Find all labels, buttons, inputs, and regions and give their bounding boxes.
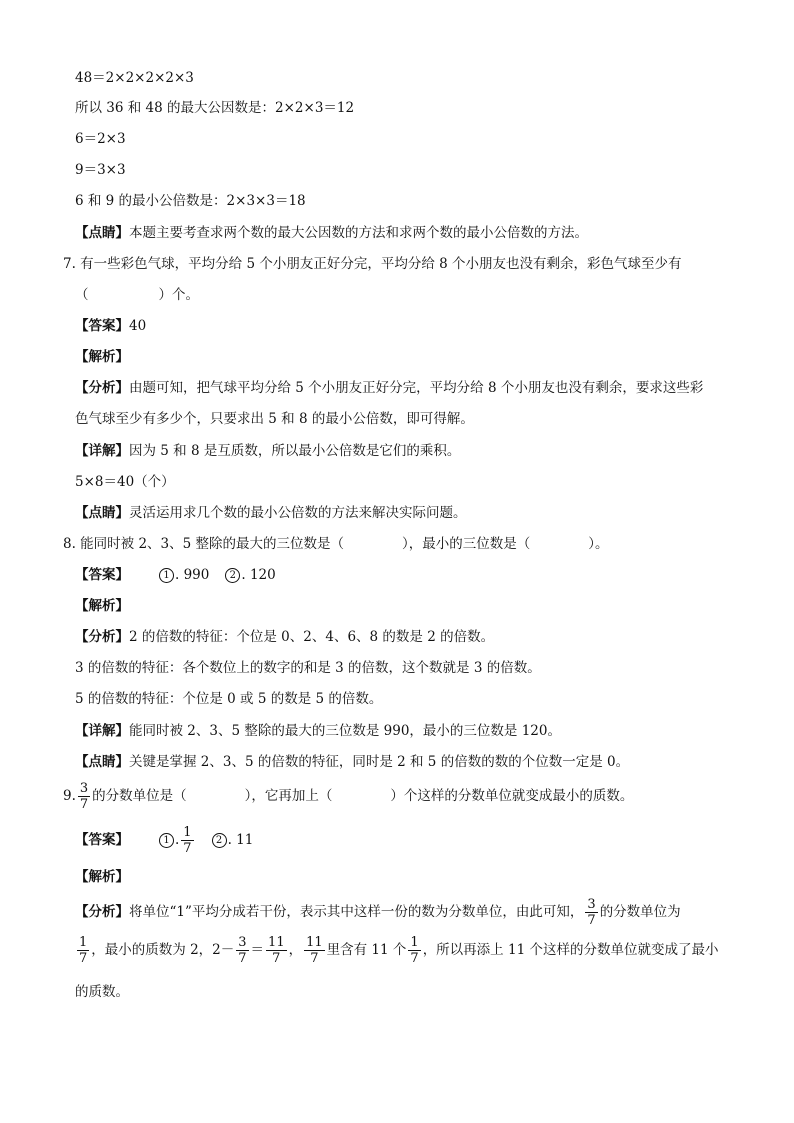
fraction: $\frac{1}{7}$ bbox=[410, 935, 419, 966]
circle-number-1-icon: 1 bbox=[159, 833, 174, 848]
circle-number-2-icon: 2 bbox=[225, 568, 240, 583]
dianjing-tag: 【点睛】 bbox=[75, 225, 129, 241]
answer-line bbox=[75, 316, 146, 336]
fenxi-line-1: 【分析】由题可知，把气球平均分给 5 个小朋友正好分完，平均分给 8 个小朋友也没有剩余，要求这些彩 bbox=[75, 380, 704, 396]
fenxi-line-3: 的质数。 bbox=[75, 984, 129, 1000]
dianjing-text: 本题主要考查求两个数的最大公因数的方法和求两个数的最小公倍数的方法。 bbox=[129, 225, 588, 241]
text-line: 48＝2×2×2×2×3 bbox=[75, 70, 194, 86]
dianjing-line: 【点睛】关键是掌握 2、3、5 的倍数的特征，同时是 2 和 5 的倍数的数的个位数一定是 0。 bbox=[75, 754, 630, 770]
fraction: $\frac{3}{7}$ bbox=[79, 781, 89, 812]
dianjing-line bbox=[75, 223, 588, 243]
answer-line: 【答案】 1 . 990 2 . 120 bbox=[75, 567, 276, 583]
analysis-heading: 【解析】 bbox=[75, 869, 129, 885]
fraction: $\frac{11}{7}$ bbox=[306, 935, 323, 966]
dianjing-line: 【点睛】灵活运用求几个数的最小公倍数的方法来解决实际问题。 bbox=[75, 505, 467, 521]
answer-line: 【答案】 1 . $\frac{1}{7}$ 2 . 11 bbox=[75, 825, 254, 856]
question-7-line-2: （ ）个。 bbox=[75, 287, 199, 303]
fraction: $\frac{3}{7}$ bbox=[238, 935, 247, 966]
analysis-heading: 【解析】 bbox=[75, 349, 129, 365]
answer-value: 40 bbox=[129, 318, 147, 334]
question-8-line: 8. 能同时被 2、3、5 整除的最大的三位数是（ ），最小的三位数是（ ）。 bbox=[63, 536, 609, 552]
text-line: 9＝3×3 bbox=[75, 162, 126, 178]
calc-line: 5×8＝40（个） bbox=[75, 474, 175, 490]
fenxi-line-1: 【分析】将单位“1”平均分成若干份，表示其中这样一份的数为分数单位，由此可知， $\frac{3}{7}$ 的分数单位为 bbox=[75, 897, 681, 928]
fenxi-line: 【分析】2 的倍数的特征：个位是 0、2、4、6、8 的数是 2 的倍数。 bbox=[75, 629, 495, 645]
text-line: 6 和 9 的最小公倍数是：2×3×3＝18 bbox=[75, 193, 306, 209]
question-9-line: 9. $\frac{3}{7}$ 的分数单位是（ ），它再加上（ ）个这样的分数单位就变成最小的质数。 bbox=[63, 781, 634, 812]
circle-number-1-icon: 1 bbox=[159, 568, 174, 583]
text-line: 6＝2×3 bbox=[75, 131, 126, 147]
fraction: $\frac{3}{7}$ bbox=[587, 897, 596, 928]
analysis-heading: 【解析】 bbox=[75, 598, 129, 614]
rule-5-line: 5 的倍数的特征：个位是 0 或 5 的数是 5 的倍数。 bbox=[75, 691, 383, 707]
fenxi-line-2: $\frac{1}{7}$ ，最小的质数为 2，2－ $\frac{3}{7}$ ＝ $\frac{11}{7}$ ， $\frac{11}{7}$ 里含有 11 个 $\frac{1}{7}$ ，所以再添上 11 个这样的分数单位就变成了最小 bbox=[79, 935, 719, 966]
circle-number-2-icon: 2 bbox=[212, 833, 227, 848]
question-7-line-1: 7. 有一些彩色气球，平均分给 5 个小朋友正好分完，平均分给 8 个小朋友也没有剩余，彩色气球至少有 bbox=[63, 256, 682, 272]
text-line: 所以 36 和 48 的最大公因数是：2×2×3＝12 bbox=[75, 100, 355, 116]
xiangjie-line: 【详解】能同时被 2、3、5 整除的最大的三位数是 990，最小的三位数是 120。 bbox=[75, 723, 561, 739]
answer-tag: 【答案】 bbox=[75, 318, 129, 334]
rule-3-line: 3 的倍数的特征：各个数位上的数字的和是 3 的倍数，这个数就是 3 的倍数。 bbox=[75, 660, 541, 676]
fenxi-line-2: 色气球至少有多少个，只要求出 5 和 8 的最小公倍数，即可得解。 bbox=[75, 411, 474, 427]
fraction: $\frac{1}{7}$ bbox=[183, 825, 192, 856]
fraction: $\frac{1}{7}$ bbox=[79, 935, 88, 966]
xiangjie-line: 【详解】因为 5 和 8 是互质数，所以最小公倍数是它们的乘积。 bbox=[75, 443, 461, 459]
fraction: $\frac{11}{7}$ bbox=[268, 935, 285, 966]
